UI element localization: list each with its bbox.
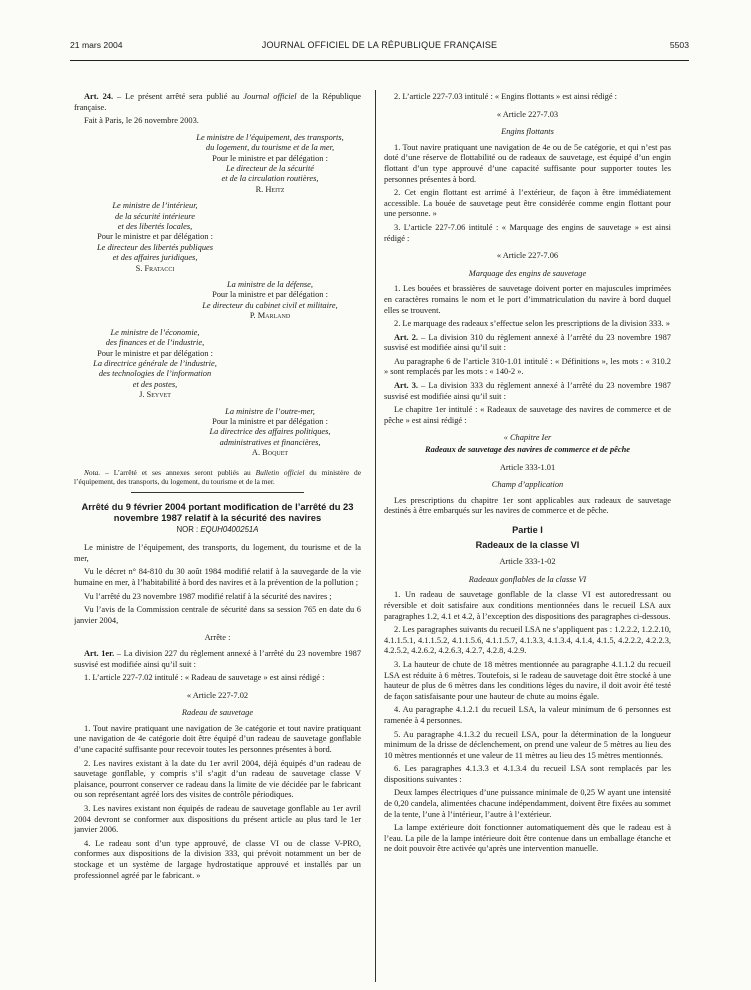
- signature-outre-mer: [74, 407, 361, 459]
- preamble: Le ministre de l’équipement, des transports, du logement, du tourisme et de la mer,: [74, 543, 361, 563]
- delegate-title: Le directeur du cabinet civil et militaire,: [202, 300, 338, 310]
- paragraph: 2. L’article 227-7.03 intitulé : « Engins flottants » est ainsi rédigé :: [394, 92, 617, 101]
- paragraph: Les prescriptions du chapitre 1er sont applicables aux radeaux de sauvetage destinés à être embarqués sur les navires de commerce et de pêche.: [384, 495, 671, 516]
- left-column: [74, 92, 361, 984]
- article-24: [74, 92, 361, 113]
- paragraph: 1. Tout navire pratiquant une navigation de 3e catégorie et tout navire pratiquant une navigation de 4e catégorie doit être équipé d’un radeau de sauvetage gonflable d’une capacité suffisante pour recevoir toutes les personnes présentes à bord.: [74, 723, 361, 755]
- paragraph: 1. Un radeau de sauvetage gonflable de la classe VI est autoredressant ou réversible et doit satisfaire aux conditions mentionnées dans le recueil LSA aux paragraphes 1.2, 4.1 et 4.2, à l’exception des dispositions des paragraphes ci-dessous.: [384, 590, 671, 621]
- header-date: 21 mars 2004: [70, 40, 123, 50]
- signature-equipement: [74, 133, 361, 195]
- journal-officiel-ref: Journal officiel: [243, 92, 297, 101]
- signatory-title: de la sécurité intérieure: [115, 211, 195, 221]
- delegation-line: Pour le ministre et par délégation :: [97, 232, 213, 242]
- delegation-line: Pour le ministre et par délégation :: [97, 348, 213, 358]
- signatory-name: P. Marland: [249, 311, 291, 321]
- delegation-line: Pour la ministre et par délégation :: [212, 290, 328, 300]
- chapter-heading: « Chapitre Ier: [503, 433, 552, 443]
- signatory-title: La ministre de la défense,: [227, 280, 313, 290]
- article-subheading: Radeaux gonflables de la classe VI: [468, 574, 587, 584]
- paragraph: Le chapitre 1er intitulé : « Radeaux de sauvetage des navires de commerce et de pêche » est ainsi rédigé :: [384, 405, 671, 425]
- article-heading: « Article 227-7.03: [496, 109, 559, 119]
- signatory-title: La ministre de l’outre-mer,: [225, 406, 315, 416]
- signatory-title: Le ministre de l’économie,: [110, 327, 200, 337]
- nor-label: NOR :: [176, 524, 201, 534]
- article-heading: Article 333-1.01: [499, 462, 556, 472]
- preamble: Vu l’arrêté du 23 novembre 1987 modifié relatif à la sécurité des navires ;: [84, 591, 332, 601]
- signatory-name: R. Heitz: [255, 184, 285, 194]
- delegate-title: et des affaires juridiques,: [112, 253, 198, 263]
- column-divider: [375, 90, 376, 982]
- article-2-text: – La division 310 du règlement annexé à l’arrêté du 23 novembre 1987 susvisé est modifiée ainsi qu’il suit :: [384, 332, 671, 353]
- section-divider: [131, 492, 303, 493]
- signatory-title: du logement, du tourisme et de la mer,: [205, 143, 335, 153]
- header-page-number: 5503: [669, 40, 689, 50]
- paragraph: 1. Tout navire pratiquant une navigation de 4e ou de 5e catégorie, et qui n’est pas doté d’une réserve de flottabilité ou de radeaux de sauvetage, est équipé d’un engin flottant d’un type approuvé d’une capacité suffisante pour supporter toutes les personnes présentes à bord.: [384, 142, 671, 184]
- paragraph: 2. Le marquage des radeaux s’effectue selon les prescriptions de la division 333. »: [394, 319, 670, 329]
- paragraph: 3. Les navires existant non équipés de radeau de sauvetage gonflable au 1er avril 2004 devront se conformer aux dispositions du présent article au plus tard le 1er janvier 2006.: [74, 804, 361, 835]
- paragraph: 5. Au paragraphe 4.1.3.2 du recueil LSA, pour la détermination de la longueur minimum de la drisse de déclenchement, on prend une valeur de 5 mètres au lieu des 10 mètres mentionnés et une valeur de 11 mètres au lieu des 15 mètres mentionnés.: [384, 729, 671, 760]
- article-3-text: – La division 333 du règlement annexé à l’arrêté du 23 novembre 1987 susvisé est modifiée ainsi qu’il suit :: [384, 381, 671, 401]
- signature-economie: [74, 328, 361, 401]
- paragraph: 6. Les paragraphes 4.1.3.3 et 4.1.3.4 du recueil LSA sont remplacés par les dispositions suivantes :: [384, 764, 671, 784]
- arrete-heading: Arrête :: [204, 633, 231, 643]
- paragraph: Au paragraphe 6 de l’article 310-1.01 intitulé : « Définitions », les mots : « 310.2 » sont remplacés par les mots : « 140-2 ».: [384, 356, 671, 377]
- paragraph: 2. Cet engin flottant est arrimé à l’extérieur, de façon à être immédiatement accessible. La bouée de sauvetage peut être considérée comme engin flottant pour une personne. »: [384, 188, 671, 219]
- header-rule: [70, 60, 689, 61]
- paragraph: 4. Au paragraphe 4.1.2.1 du recueil LSA, la valeur minimum de 6 personnes est ramenée à 4 personnes.: [384, 705, 671, 725]
- article-24-text: – Le présent arrêté sera publié au: [113, 92, 244, 101]
- preamble: Vu l’avis de la Commission centrale de sécurité dans sa session 765 en date du 6 janvier 2004,: [74, 605, 361, 625]
- paragraph: La lampe extérieure doit fonctionner automatiquement dès que le radeau est à l’eau. La pile de la lampe intérieure doit être contenue dans un emballage étanche et ne doit pouvoir être activée qu’après une intervention manuelle.: [384, 823, 671, 854]
- article-2-number: Art. 2.: [394, 332, 419, 342]
- paragraph: 4. Le radeau sont d’un type approuvé, de classe VI ou de classe V-PRO, conformes aux dispositions de la division 333, qui prévoit notamment un ber de stockage et un système de largage hydrostatique approuvé et installés par un professionnel agréé par le fabricant. »: [74, 838, 361, 880]
- bulletin-officiel-ref: Bulletin officiel: [255, 467, 305, 477]
- decree-title: Arrêté du 9 février 2004 portant modification de l’arrêté du 23 novembre 1987 relatif à la sécurité des navires: [81, 500, 354, 523]
- signatory-title: Le ministre de l’intérieur,: [112, 201, 198, 211]
- delegate-title: et de la circulation routières,: [221, 174, 319, 184]
- nota-end: du ministère de l’équipement, des transports, du logement, du tourisme et de la mer.: [74, 467, 361, 486]
- delegate-title: et des postes,: [132, 379, 178, 389]
- article-subheading: Champ d’application: [491, 480, 564, 490]
- signature-defense: [74, 280, 361, 322]
- delegation-line: Pour la ministre et par délégation :: [212, 416, 328, 426]
- article-subheading: Radeau de sauvetage: [181, 708, 254, 718]
- article-1-text: – La division 227 du règlement annexé à l’arrêté du 23 novembre 1987 susvisé est modifiée ainsi qu’il suit :: [74, 648, 361, 669]
- preamble: Vu le décret n° 84-810 du 30 août 1984 modifié relatif à la sauvegarde de la vie humaine en mer, à l’habitabilité à bord des navires et à la prévention de la pollution ;: [74, 567, 361, 587]
- signatory-title: des finances et de l’industrie,: [105, 338, 205, 348]
- paragraph: 1. L’article 227-7.02 intitulé : « Radeau de sauvetage » est ainsi rédigé :: [84, 673, 325, 683]
- chapter-title: Radeaux de sauvetage des navires de commerce et de pêche: [425, 445, 630, 455]
- article-subheading: Marquage des engins de sauvetage: [468, 268, 587, 278]
- page-header: [70, 40, 689, 54]
- article-heading: « Article 227-7.06: [496, 251, 559, 261]
- delegate-title: La directrice générale de l’industrie,: [93, 358, 217, 368]
- delegate-title: La directrice des affaires politiques,: [209, 427, 331, 437]
- article-subheading: Engins flottants: [501, 127, 554, 137]
- signatory-title: et des libertés locales,: [117, 222, 193, 232]
- signatory-name: J. Seyvet: [139, 390, 171, 400]
- signatory-name: A. Boquet: [251, 448, 289, 458]
- article-heading: « Article 227-7.02: [186, 690, 249, 700]
- paragraph: 2. Les paragraphes suivants du recueil LSA ne s’appliquent pas : 1.2.2.2, 1.2.2.10, 4.1.1.5.1, 4.1.1.5.2, 4.1.1.5.6, 4.1.1.5.7, 4.1.3.3, 4.1.3.4, 4.1.4, 4.1.5, 4.2.2.2, 4.2.2.3, 4.2.5.2, 4.2.6.2, 4.2.6.3, 4.2.7, 4.2.8, 4.2.9.: [384, 625, 671, 656]
- article-3-number: Art. 3.: [394, 381, 419, 391]
- header-journal-title: JOURNAL OFFICIEL DE LA RÉPUBLIQUE FRANÇAISE: [261, 40, 498, 50]
- paragraph: 1. Les bouées et brassières de sauvetage doivent porter en majuscules imprimées en caractères romains le nom et le port d’immatriculation du navire à bord duquel elles se trouvent.: [384, 284, 671, 315]
- nor-code: EQUH0400251A: [200, 524, 259, 534]
- article-3: [384, 381, 671, 402]
- delegate-title: administratives et financières,: [219, 437, 321, 447]
- paragraph: 3. L’article 227-7.06 intitulé : « Marquage des engins de sauvetage » est ainsi rédigé :: [384, 222, 671, 243]
- paragraph: 3. La hauteur de chute de 18 mètres mentionnée au paragraphe 4.1.1.2 du recueil LSA est réduite à 6 mètres. Toutefois, si le radeau de sauvetage doit être stocké à une hauteur de plus de 6 mètres dans les conditions lèges du navire, il doit avoir été testé de façon satisfaisante pour une hauteur de chute au moins égale.: [384, 659, 671, 701]
- article-2: [384, 333, 671, 354]
- paragraph: 2. Les navires existant à la date du 1er avril 2004, déjà équipés d’un radeau de sauvetage gonflable, y compris s’il s’agit d’un radeau de sauvetage classe V plaisance, pourront conserver ce radeau dans la limite de vie décidée par le fabricant ou son représentant agréé lors des visites de contrôle périodiques.: [74, 758, 361, 800]
- right-column: [384, 92, 671, 984]
- article-24-end: de la République française.: [74, 92, 361, 112]
- delegate-title: Le directeur des libertés publiques: [97, 242, 213, 252]
- article-24-number: Art. 24.: [84, 92, 114, 101]
- nota-label: Nota.: [84, 467, 101, 477]
- delegate-title: Le directeur de la sécurité: [225, 164, 315, 173]
- paragraph: Deux lampes électriques d’une puissance minimale de 0,25 W ayant une intensité de 0,20 candela, alimentées chacune indépendamment, doivent être fixées au sommet de la tente, l’une à l’intérieur, l’autre à l’extérieur.: [384, 788, 671, 819]
- signatory-name: S. Fratacci: [135, 263, 175, 273]
- signatory-title: Le ministre de l’équipement, des transports,: [196, 132, 344, 142]
- article-1-number: Art. 1er.: [84, 648, 115, 658]
- fait-a-paris: Fait à Paris, le 26 novembre 2003.: [84, 116, 199, 126]
- nota-text: – L’arrêté et ses annexes seront publiés au: [100, 467, 256, 477]
- article-heading: Article 333-1-02: [499, 557, 556, 567]
- part-title: Radeaux de la classe VI: [475, 539, 580, 550]
- signature-interieur: [74, 201, 361, 274]
- delegation-line: Pour le ministre et par délégation :: [212, 153, 328, 163]
- delegate-title: des technologies de l’information: [98, 369, 212, 379]
- article-1: [74, 649, 361, 670]
- nor-reference: [74, 525, 361, 536]
- part-heading: Partie I: [512, 525, 543, 535]
- nota: [74, 468, 361, 486]
